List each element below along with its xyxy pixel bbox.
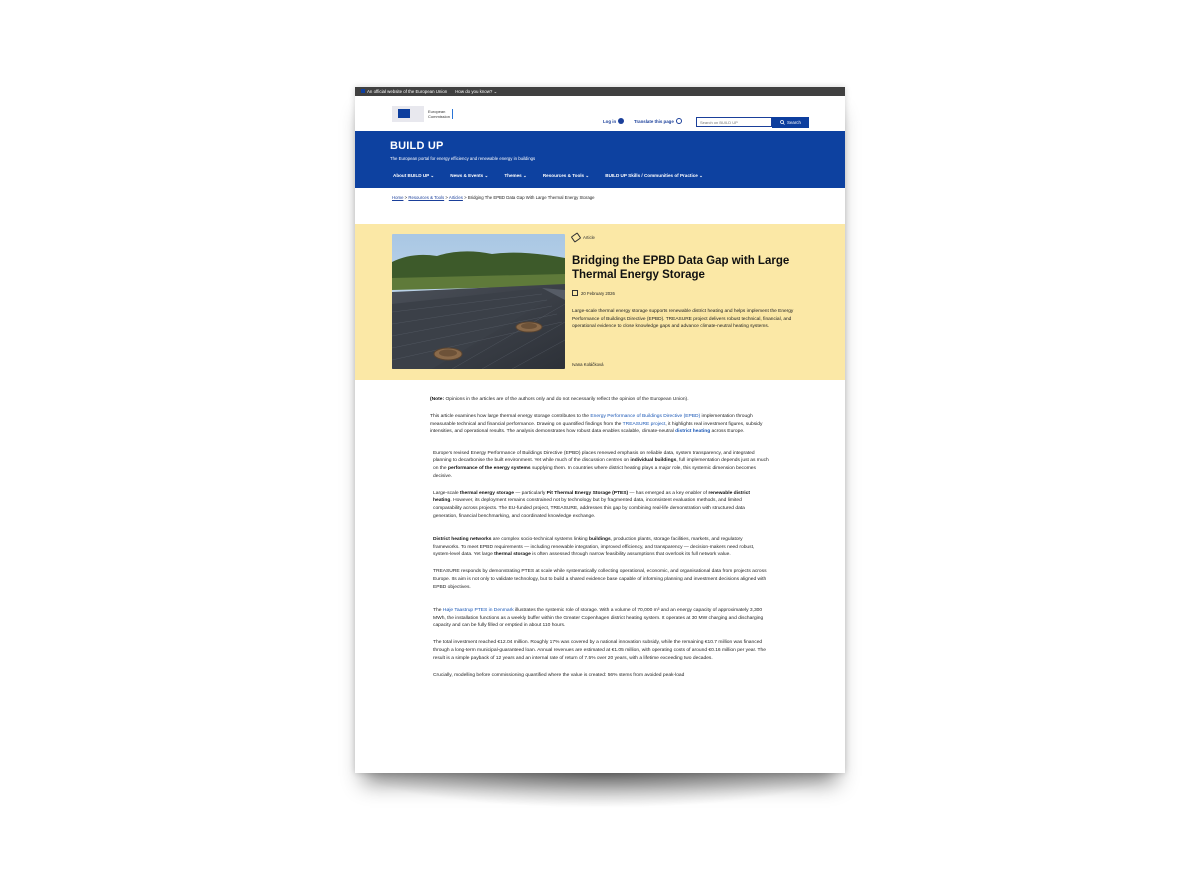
- p1-text-a: This article examines how large thermal energy storage contributes to the: [430, 414, 591, 420]
- paragraph: [433, 607, 770, 630]
- breadcrumb-current: Bridging The EPBD Data Gap With Large Thermal Energy Storage: [467, 195, 595, 200]
- breadcrumb: [392, 195, 595, 200]
- p4-text-c: is often assessed through narrow feasibility assumptions that overlook its full network value.: [530, 552, 731, 558]
- note-text: Opinions in the articles are of the authors only and do not necessarily reflect the opinion of the European Union).: [444, 397, 689, 402]
- note-label: (Note:: [430, 397, 445, 402]
- tag-icon: [571, 232, 582, 242]
- paragraph: [433, 450, 770, 480]
- logo-line1: European: [428, 109, 446, 114]
- p2-text-b: , full implementation depends just as much on the: [433, 458, 769, 472]
- search-button-label: Search: [787, 119, 801, 125]
- p4-bold-3: thermal storage: [494, 552, 531, 558]
- p6-text-b: illustrates the systemic role of storage. With a volume of 70,000 m³ and an energy capacity of approximately 3,300 MWh, the installation functions as a weekly buffer within the Greater Copenhagen district heating system. It operates at 30 MW charging and discharging capacity and can be fully filled or emptied in about 110 hours.: [433, 608, 764, 629]
- article-summary: Large-scale thermal energy storage supports renewable district heating and helps implement the Energy Performance of Buildings Directive (EPBD). TREASURE project delivers robust technical, financial, and operational evidence to close knowledge gaps and advance climate-neutral heating systems.: [572, 309, 794, 330]
- p4-text-b: , production plants, storage facilities, markets, and regulatory frameworks. To meet EPBD requirements — including renewable integration, improved efficiency, and transparency — decision-makers need robust, system-level data. Yet large: [433, 537, 755, 558]
- disclaimer: [430, 396, 770, 404]
- p2-text-a: Europe's revised Energy Performance of Buildings Directive (EPBD) places renewed emphasis on reliable data, system transparency, and integrated planning to decarbonise the built environment. Yet while much of the discussion centres on: [433, 450, 755, 464]
- page-shadow: [360, 772, 840, 808]
- p3-bold-1: thermal energy storage: [459, 490, 515, 496]
- paragraph: [433, 490, 770, 520]
- nav-resources-tools[interactable]: Resources & Tools ⌄: [542, 173, 590, 178]
- translate-link[interactable]: [634, 118, 682, 124]
- eu-flag-icon: [398, 109, 410, 118]
- treasure-link[interactable]: TREASURE project: [622, 421, 666, 427]
- globe-icon: [676, 118, 682, 124]
- page: [355, 87, 845, 773]
- nav-themes[interactable]: Themes ⌄: [504, 173, 527, 178]
- calendar-icon: [572, 290, 578, 296]
- p4-bold-2: buildings: [589, 537, 611, 543]
- logo-line2: Commission: [428, 114, 451, 119]
- p3-bold-3: renewable district heating: [433, 490, 750, 504]
- intro-paragraph: [430, 413, 770, 436]
- district-heating-link[interactable]: district heating: [675, 429, 711, 435]
- user-icon: [618, 118, 624, 124]
- article-title: Bridging the EPBD Data Gap with Large Thermal Energy Storage: [572, 255, 790, 281]
- translate-label: Translate this page: [634, 118, 674, 124]
- breadcrumb-home[interactable]: Home: [392, 195, 404, 200]
- p3-bold-2: Pit Thermal Energy Storage (PTES): [546, 490, 629, 496]
- login-label: Log in: [603, 118, 617, 124]
- p4-bold-1: District heating networks: [433, 537, 492, 543]
- p3-text-d: . However, its deployment remains constrained not by technology but by fragmented data, inconsistent evaluation methods, and limited comparability across projects. The EU-funded project, TREASURE, addresses this gap by combining real-life demonstration with structured data generation, financial benchmarking, and coordinated knowledge exchange.: [433, 498, 745, 519]
- p2-text-c: supplying them. In countries where district heating plays a major role, this systemic dimension becomes decisive.: [433, 466, 756, 479]
- p1-text-c: , it highlights real investment figures, subsidy intensities, and operational results. The analysis demonstrates how robust data enables scalable, climate-neutral: [430, 421, 763, 435]
- article-author: Ivana Koláčková: [572, 362, 604, 367]
- p2-bold-2: performance of the energy systems: [447, 466, 531, 472]
- nav-news-events[interactable]: News & Events ⌄: [450, 173, 489, 178]
- p2-bold-1: individual buildings: [630, 458, 677, 464]
- hoje-taastrup-link[interactable]: Høje Taastrup PTES in Denmark: [442, 608, 514, 614]
- breadcrumb-sep: >: [445, 195, 448, 200]
- breadcrumb-resources[interactable]: Resources & Tools: [408, 195, 445, 200]
- site-title[interactable]: BUILD UP: [390, 140, 444, 152]
- paragraph: [433, 672, 770, 680]
- how-do-you-know-link[interactable]: How do you know? ⌄: [455, 88, 498, 94]
- p3-text-a: Large-scale: [433, 490, 460, 496]
- breadcrumb-sep: >: [464, 195, 467, 200]
- article-tag-label: Article: [583, 235, 595, 240]
- login-link[interactable]: [603, 118, 624, 124]
- article-date: [572, 290, 615, 296]
- search-button[interactable]: [772, 117, 809, 128]
- nav-skills-communities[interactable]: BUILD UP Skills / Communities of Practice ⌄: [605, 173, 703, 178]
- article-image: [392, 234, 565, 369]
- article-body: [430, 396, 770, 689]
- article-hero: [355, 224, 845, 380]
- p6-text-a: The: [433, 608, 443, 614]
- breadcrumb-articles[interactable]: Articles: [448, 195, 463, 200]
- p5-text: TREASURE responds by demonstrating PTES at scale while systematically collecting operational, economic, and organisational data from projects across Europe. Its aim is not only to validate technology, but to build a shared evidence base capable of informing planning and investment decisions aligned with EPBD objectives.: [433, 569, 767, 590]
- breadcrumb-sep: >: [404, 195, 408, 200]
- p1-text-b: implementation through measurable technical and financial performance. Drawing on quantified findings from the: [430, 414, 753, 427]
- search-input[interactable]: Search on BUILD UP: [696, 117, 772, 127]
- p8-text: Crucially, modelling before commissioning quantified where the value is created: 56% stems from avoided peak-load: [433, 672, 685, 678]
- p7-text: The total investment reached €12.04 million. Roughly 17% was covered by a national innovation subsidy, while the remaining €10.7 million was financed through a long-term municipal-guaranteed loan. Annual revenues are estimated at €1.05 million, with operating costs of around €0.16 million per year. The result is a simple payback of 12 years and an internal rate of return of 7.5% over 20 years, with a lifetime exceeding two decades.: [433, 640, 766, 661]
- paragraph: [433, 568, 770, 591]
- site-banner: [355, 131, 845, 188]
- p4-text-a: are complex socio-technical systems linking: [491, 537, 590, 543]
- eu-official-bar: [355, 87, 845, 96]
- article-tag: [572, 234, 595, 241]
- main-nav: [393, 173, 719, 179]
- search-icon: [780, 120, 785, 125]
- nav-about[interactable]: About BUILD UP ⌄: [393, 173, 435, 178]
- site-header: [355, 96, 845, 132]
- epbd-link[interactable]: Energy Performance of Buildings Directive (EPBD): [590, 414, 701, 420]
- site-subtitle: The European portal for energy efficiency and renewable energy in buildings: [390, 156, 536, 161]
- p1-text-d: across Europe.: [710, 429, 745, 435]
- ec-logo[interactable]: [392, 106, 453, 122]
- paragraph: [433, 639, 770, 662]
- eu-flag-icon: [361, 89, 365, 93]
- paragraph: [433, 536, 770, 559]
- article-date-text: 20 February 2026: [581, 290, 615, 296]
- eu-official-text: An official website of the European Union: [367, 89, 448, 94]
- p3-text-b: — particularly: [514, 490, 547, 496]
- p3-text-c: — has emerged as a key enabler of: [628, 490, 709, 496]
- search-form: [696, 117, 809, 128]
